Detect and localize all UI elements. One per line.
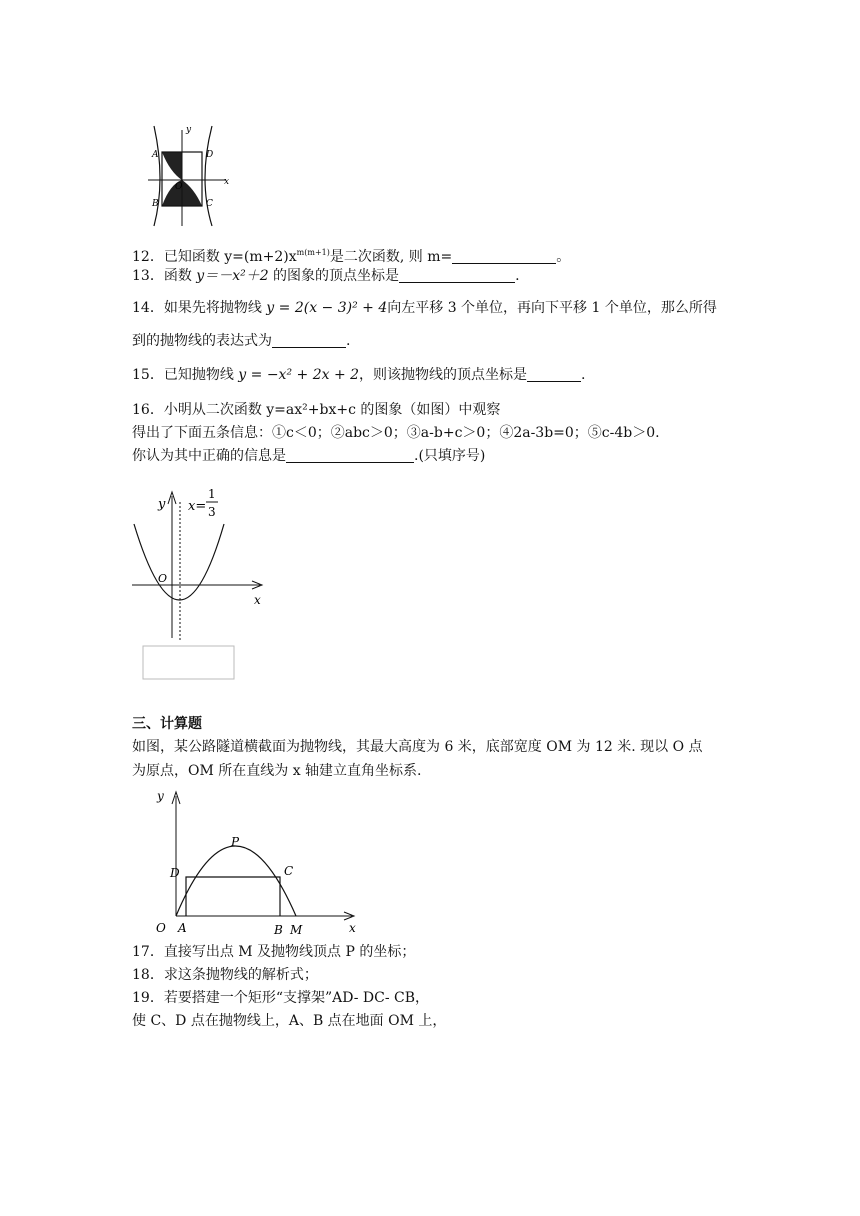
fig3-b-label: B [274,923,283,937]
question-13 [132,266,520,286]
q14-answer-blank [272,333,346,348]
q12-answer-blank [452,249,556,264]
q14-formula: y = 2(x − 3)² + 4 [266,300,388,316]
fig3-a-label: A [178,921,187,935]
question-19-line1: 19．若要搭建一个矩形“支撑架”AD- DC- CB， [132,990,430,1006]
q14-end: . [346,333,351,349]
q15-answer-blank [527,367,581,382]
q15-formula: y = −x² + 2x + 2 [238,367,360,383]
fig2-x-eq: x= [188,499,207,514]
fig1-c-label: C [206,199,213,209]
q15-end: . [581,367,586,383]
fig3-o-label: O [156,921,166,935]
fig1-b-label: B [152,199,159,209]
fig3-c-label: C [284,864,294,878]
q15-post: ，则该抛物线的顶点坐标是 [359,367,528,383]
fig2-y-label: y [158,497,166,512]
q16-number: 16． [132,402,164,418]
question-16-line3 [132,446,485,466]
fig2-frac-den: 3 [208,505,216,519]
fig3-p-label: P [231,835,240,849]
q16-answer-blank [286,448,414,463]
q12-number: 12． [132,249,164,265]
q12-exponent: m(m+1) [296,248,330,257]
q16-line2: 得出了下面五条信息：①c＜0；②abc＞0；③a-b+c＞0；④2a-3b=0；⑤c-4b＞0. [132,425,660,441]
q13-answer-blank [399,268,515,283]
q14-line2: 到的抛物线的表达式为 [132,333,272,349]
fig1-a-label: A [152,150,159,160]
question-19-line2: 使 C、D 点在抛物线上，A、B 点在地面 OM 上， [132,1013,447,1029]
question-17: 17．直接写出点 M 及抛物线顶点 P 的坐标； [132,944,416,960]
q12-post: 是二次函数, 则 m= [329,249,453,265]
q16-line3-post: .(只填序号) [414,448,486,464]
fig3-d-label: D [170,866,180,880]
section-3-para1: 如图，某公路隧道横截面为抛物线，其最大高度为 6 米，底部宽度 OM 为 12 米. 现以 O 点 [132,739,703,755]
figure-tunnel-parabola [150,786,370,938]
fig1-d-label: D [206,150,214,160]
question-14 [132,298,717,318]
q14-pre: 如果先将抛物线 [163,300,267,316]
q13-end: . [515,268,520,284]
fig3-y-label: y [157,789,164,803]
fig3-x-label: x [349,921,356,935]
question-15 [132,365,585,385]
fig2-frac-num: 1 [208,487,216,501]
figure-parabola-axis [128,480,278,682]
figure-squares-parabolas [140,122,240,230]
fig1-x-label: x [224,177,230,187]
q13-number: 13． [132,268,164,284]
question-18: 18．求这条抛物线的解析式； [132,967,318,983]
q12-end: 。 [556,249,571,265]
fig1-y-label: y [186,125,192,135]
question-12 [132,243,570,267]
q14-number: 14． [132,300,164,316]
question-14-line2 [132,331,350,351]
fig3-m-label: M [290,923,303,937]
fig2-o-label: O [158,572,168,585]
question-16-line2 [132,423,660,443]
question-16-line1 [132,400,500,420]
q16-line1: 小明从二次函数 y=ax²+bx+c 的图象（如图）中观察 [163,402,501,418]
section-3-title: 三、计算题 [132,716,202,732]
section-3-para2: 为原点，OM 所在直线为 x 轴建立直角坐标系. [132,763,422,779]
q14-post: 向左平移 3 个单位，再向下平移 1 个单位，那么所得 [387,300,717,316]
q15-number: 15． [132,367,164,383]
q16-line3-pre: 你认为其中正确的信息是 [132,448,286,464]
q13-post: 的图象的顶点坐标是 [268,268,400,284]
q13-formula: y＝－x²＋2 [196,268,269,284]
fig2-x-label: x [254,593,261,607]
q12-pre: 已知函数 y=(m+2)x [163,249,297,265]
q13-pre: 函数 [163,268,197,284]
fig1-o-label: O [175,182,183,192]
q15-pre: 已知抛物线 [163,367,239,383]
